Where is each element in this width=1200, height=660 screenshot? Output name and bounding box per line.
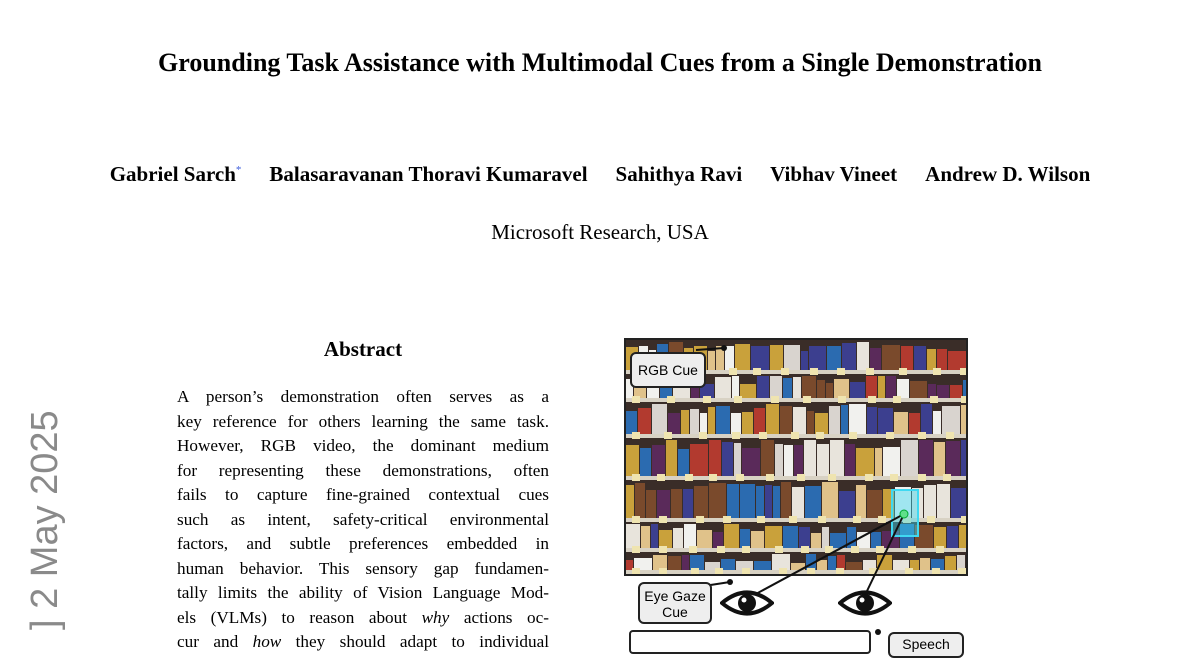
product-item — [871, 532, 881, 548]
product-item — [867, 490, 882, 518]
product-item — [690, 555, 704, 570]
price-tag — [932, 568, 940, 574]
price-tag — [657, 474, 665, 481]
abstract-line — [177, 606, 549, 631]
product-item — [724, 524, 739, 548]
price-tag — [691, 568, 699, 574]
price-tag — [803, 396, 811, 403]
product-item — [773, 486, 780, 518]
product-item — [897, 379, 909, 398]
product-item — [882, 345, 900, 370]
product-item — [815, 413, 828, 434]
product-item — [793, 407, 806, 434]
abstract-line — [177, 630, 549, 655]
author-name-text: Andrew D. Wilson — [925, 162, 1091, 186]
product-item — [640, 448, 651, 476]
price-tag — [734, 396, 742, 403]
price-tag — [775, 546, 783, 553]
price-tag — [905, 568, 913, 574]
abstract-text: tally limits the ability of Vision Language Mod- — [177, 583, 549, 602]
abstract-text: However, RGB video, the dominant medium — [177, 436, 549, 455]
price-tag — [689, 546, 697, 553]
product-item — [731, 413, 741, 434]
abstract-text: for representing these demonstrations, often — [177, 460, 549, 480]
product-item — [856, 448, 874, 476]
price-tag — [825, 546, 833, 553]
product-item — [834, 379, 849, 398]
product-item — [751, 531, 764, 548]
product-item — [963, 380, 966, 398]
product-item — [713, 532, 723, 548]
price-tag — [943, 474, 951, 481]
product-item — [950, 385, 962, 398]
product-item — [781, 482, 791, 518]
product-item — [716, 346, 724, 370]
product-item — [827, 346, 841, 370]
product-item — [652, 404, 667, 434]
price-tag — [703, 396, 711, 403]
abstract-line — [177, 508, 549, 533]
eye-icon — [720, 586, 774, 620]
product-item — [839, 491, 855, 518]
product-item — [822, 527, 829, 548]
product-item — [806, 554, 816, 570]
price-tag — [759, 432, 767, 439]
price-tag — [961, 396, 966, 403]
speech-cue-label: Speech — [888, 632, 964, 658]
product-item — [756, 486, 764, 518]
product-item — [791, 563, 805, 570]
product-item — [809, 346, 826, 370]
price-tag — [789, 516, 797, 523]
product-item — [914, 346, 926, 370]
abstract-line — [177, 385, 549, 410]
author-name — [770, 162, 897, 187]
product-item — [934, 527, 946, 548]
product-item — [716, 406, 730, 434]
product-item — [626, 411, 637, 434]
price-tag — [899, 368, 907, 375]
price-tag — [868, 396, 876, 403]
product-item — [694, 486, 708, 518]
price-tag — [664, 432, 672, 439]
product-item — [946, 441, 960, 476]
author-name — [925, 162, 1090, 187]
product-item — [721, 559, 735, 570]
product-item — [883, 447, 900, 476]
price-tag — [766, 474, 774, 481]
product-item — [683, 489, 693, 518]
author-name — [616, 162, 743, 187]
product-item — [830, 533, 846, 548]
product-item — [626, 485, 634, 518]
product-item — [947, 526, 958, 548]
product-item — [857, 532, 870, 548]
product-item — [857, 342, 869, 370]
price-tag — [816, 432, 824, 439]
product-item — [807, 411, 814, 434]
price-tag — [936, 546, 944, 553]
abstract-text: factors, and subtle preferences embedded in — [177, 534, 549, 553]
eye-gaze-cue-line1: Eye Gaze — [644, 588, 706, 604]
price-tag — [685, 474, 693, 481]
product-item — [909, 413, 920, 434]
paper-title: Grounding Task Assistance with Multimodal Cues from a Single Demonstration — [158, 48, 1042, 77]
abstract-text: key reference for others learning the same task. — [177, 411, 549, 431]
abstract-line — [177, 581, 549, 606]
price-tag — [918, 474, 926, 481]
product-item — [732, 376, 739, 398]
product-item — [878, 376, 885, 398]
price-tag — [865, 474, 873, 481]
abstract-body — [177, 385, 549, 655]
author-name-text: Vibhav Vineet — [770, 162, 898, 186]
product-item — [942, 406, 960, 434]
product-item — [792, 487, 804, 518]
price-tag — [632, 546, 640, 553]
product-item — [933, 411, 941, 434]
product-item — [690, 409, 699, 434]
gaze-target-highlight — [892, 490, 918, 536]
product-item — [849, 404, 866, 434]
product-item — [709, 440, 721, 476]
product-item — [635, 483, 645, 518]
product-item — [740, 529, 750, 548]
abstract-line — [177, 557, 549, 582]
price-tag — [893, 396, 901, 403]
product-item — [765, 485, 772, 518]
affiliation: Microsoft Research, USA — [491, 220, 709, 244]
product-item — [937, 349, 947, 370]
abstract-text: actions oc- — [449, 607, 549, 627]
product-item — [757, 376, 769, 398]
product-item — [842, 343, 856, 370]
price-tag — [632, 432, 640, 439]
price-tag — [659, 568, 667, 574]
abstract-line — [177, 483, 549, 508]
product-item — [901, 440, 918, 476]
product-item — [919, 440, 933, 476]
product-item — [652, 445, 665, 476]
speech-transcript-box — [629, 630, 871, 654]
product-item — [924, 485, 936, 518]
abstract-line — [177, 410, 549, 435]
shelf-edge — [626, 398, 966, 402]
abstract-line — [177, 532, 549, 557]
product-item — [626, 560, 633, 570]
product-item — [666, 440, 677, 476]
product-item — [961, 440, 966, 476]
price-tag — [667, 396, 675, 403]
author-list — [0, 162, 1200, 187]
product-item — [817, 380, 825, 398]
product-item — [910, 381, 927, 398]
teaser-figure — [624, 338, 970, 652]
product-item — [847, 527, 856, 548]
product-item — [901, 346, 913, 370]
product-item — [740, 484, 755, 518]
rgb-cue-label: RGB Cue — [630, 352, 706, 388]
price-tag — [729, 368, 737, 375]
price-tag — [961, 516, 966, 523]
product-item — [626, 524, 640, 548]
product-item — [894, 412, 908, 434]
product-item — [920, 558, 930, 570]
shelf-edge — [626, 570, 966, 574]
price-tag — [930, 396, 938, 403]
abstract-text: cur and — [177, 632, 253, 651]
price-tag — [801, 546, 809, 553]
product-item — [801, 351, 808, 370]
product-item — [754, 408, 765, 434]
product-item — [937, 385, 949, 398]
product-item — [850, 382, 865, 398]
product-item — [802, 376, 816, 398]
product-item — [682, 555, 689, 570]
abstract-text: they should adapt to individual — [281, 632, 550, 651]
product-item — [846, 562, 862, 570]
price-tag — [890, 474, 898, 481]
price-tag — [851, 546, 859, 553]
shelf-edge — [626, 476, 966, 480]
product-item — [766, 404, 779, 434]
product-item — [681, 410, 689, 434]
product-item — [742, 412, 753, 434]
price-tag — [632, 568, 640, 574]
price-tag — [807, 568, 815, 574]
price-tag — [753, 368, 761, 375]
price-tag — [717, 546, 725, 553]
product-item — [841, 405, 848, 434]
product-item — [725, 346, 734, 370]
product-item — [761, 440, 774, 476]
product-item — [811, 533, 821, 548]
price-tag — [781, 368, 789, 375]
product-item — [878, 408, 893, 434]
author-footnote-mark: * — [235, 164, 242, 176]
product-item — [937, 484, 950, 518]
price-tag — [659, 546, 667, 553]
abstract-italic-text: why — [421, 607, 450, 627]
product-item — [783, 378, 792, 398]
eye-gaze-cue-line2: Cue — [662, 604, 688, 620]
product-item — [651, 524, 658, 548]
product-item — [866, 376, 877, 398]
product-item — [668, 556, 681, 570]
product-item — [830, 440, 844, 476]
product-item — [845, 444, 855, 476]
product-item — [765, 526, 782, 548]
price-tag — [771, 396, 779, 403]
product-item — [784, 345, 800, 370]
product-item — [870, 348, 881, 370]
product-item — [700, 413, 707, 434]
price-tag — [810, 368, 818, 375]
product-item — [934, 442, 945, 476]
product-item — [928, 384, 936, 398]
product-item — [678, 449, 689, 476]
product-item — [829, 406, 840, 434]
price-tag — [791, 432, 799, 439]
price-tag — [918, 432, 926, 439]
product-item — [875, 448, 882, 476]
product-item — [775, 444, 783, 476]
product-item — [626, 445, 639, 476]
product-item — [684, 524, 696, 548]
abstract-text: such as intent, safety-critical environmental — [177, 509, 549, 529]
price-tag — [797, 474, 805, 481]
product-item — [673, 528, 683, 548]
author-name-text: Balasaravanan Thoravi Kumaravel — [269, 162, 588, 186]
product-item — [668, 413, 680, 434]
price-tag — [933, 368, 941, 375]
product-item — [959, 525, 966, 548]
product-item — [805, 486, 821, 518]
price-tag — [757, 516, 765, 523]
product-item — [641, 526, 650, 548]
product-item — [794, 445, 803, 476]
abstract-text: els (VLMs) to reason about — [177, 607, 422, 627]
eye-icon — [838, 586, 892, 620]
price-tag — [946, 432, 954, 439]
price-tag — [742, 546, 750, 553]
product-item — [817, 560, 827, 570]
product-item — [951, 488, 966, 518]
product-item — [772, 554, 790, 570]
abstract-text: A person’s demonstration often serves as a — [177, 387, 549, 406]
author-name — [269, 162, 587, 187]
product-item — [856, 485, 866, 518]
price-tag — [908, 546, 916, 553]
arxiv-stamp: ] 2 May 2025 — [24, 410, 66, 630]
product-item — [921, 404, 932, 434]
price-tag — [869, 568, 877, 574]
abstract-text: fails to capture fine-grained contextual cues — [177, 485, 549, 504]
price-tag — [836, 568, 844, 574]
product-item — [828, 556, 836, 570]
product-item — [715, 377, 731, 398]
price-tag — [709, 474, 717, 481]
product-item — [754, 561, 771, 570]
product-item — [770, 345, 783, 370]
product-item — [770, 376, 782, 398]
product-item — [948, 351, 966, 370]
price-tag — [958, 568, 966, 574]
abstract-italic-text: how — [252, 632, 282, 651]
price-tag — [849, 432, 857, 439]
eye-gaze-cue-label — [638, 582, 712, 624]
product-item — [697, 530, 712, 548]
product-item — [961, 405, 966, 434]
abstract-line — [177, 459, 549, 484]
author-name — [110, 162, 242, 187]
price-tag — [876, 546, 884, 553]
product-item — [877, 555, 892, 570]
product-item — [671, 489, 682, 518]
product-item — [799, 527, 810, 548]
product-item — [646, 490, 656, 518]
product-item — [945, 556, 956, 570]
product-item — [740, 384, 756, 398]
product-item — [734, 443, 741, 476]
price-tag — [886, 432, 894, 439]
price-tag — [837, 368, 845, 375]
price-tag — [736, 474, 744, 481]
price-tag — [696, 516, 704, 523]
product-item — [886, 376, 896, 398]
product-item — [742, 448, 760, 476]
product-item — [784, 445, 793, 476]
product-item — [657, 490, 670, 518]
product-item — [804, 440, 816, 476]
price-tag — [723, 516, 731, 523]
abstract-text: human behavior. This sensory gap fundamen- — [177, 558, 549, 578]
product-item — [722, 442, 733, 476]
price-tag — [838, 396, 846, 403]
product-item — [957, 555, 965, 570]
price-tag — [742, 568, 750, 574]
product-item — [837, 555, 845, 570]
price-tag — [818, 516, 826, 523]
product-item — [817, 444, 829, 476]
price-tag — [632, 516, 640, 523]
product-item — [793, 377, 801, 398]
author-name-text: Gabriel Sarch — [109, 162, 236, 186]
product-item — [709, 483, 726, 518]
product-item — [727, 484, 739, 518]
price-tag — [632, 396, 640, 403]
product-item — [638, 408, 651, 434]
price-tag — [632, 474, 640, 481]
product-item — [653, 555, 667, 570]
price-tag — [960, 368, 966, 375]
product-item — [867, 407, 877, 434]
price-tag — [866, 368, 874, 375]
product-item — [783, 526, 798, 548]
price-tag — [853, 516, 861, 523]
product-item — [708, 351, 715, 370]
price-tag — [878, 516, 886, 523]
product-item — [690, 444, 708, 476]
price-tag — [779, 568, 787, 574]
price-tag — [732, 432, 740, 439]
abstract-line — [177, 434, 549, 459]
product-item — [780, 406, 792, 434]
product-item — [708, 407, 715, 434]
price-tag — [927, 516, 935, 523]
product-item — [751, 346, 769, 370]
product-item — [826, 383, 833, 398]
product-item — [735, 344, 750, 370]
price-tag — [828, 474, 836, 481]
abstract-heading: Abstract — [323, 337, 403, 361]
price-tag — [659, 516, 667, 523]
product-item — [822, 482, 838, 518]
price-tag — [699, 432, 707, 439]
author-name-text: Sahithya Ravi — [615, 162, 743, 186]
product-item — [927, 349, 936, 370]
price-tag — [715, 568, 723, 574]
product-item — [659, 530, 672, 548]
